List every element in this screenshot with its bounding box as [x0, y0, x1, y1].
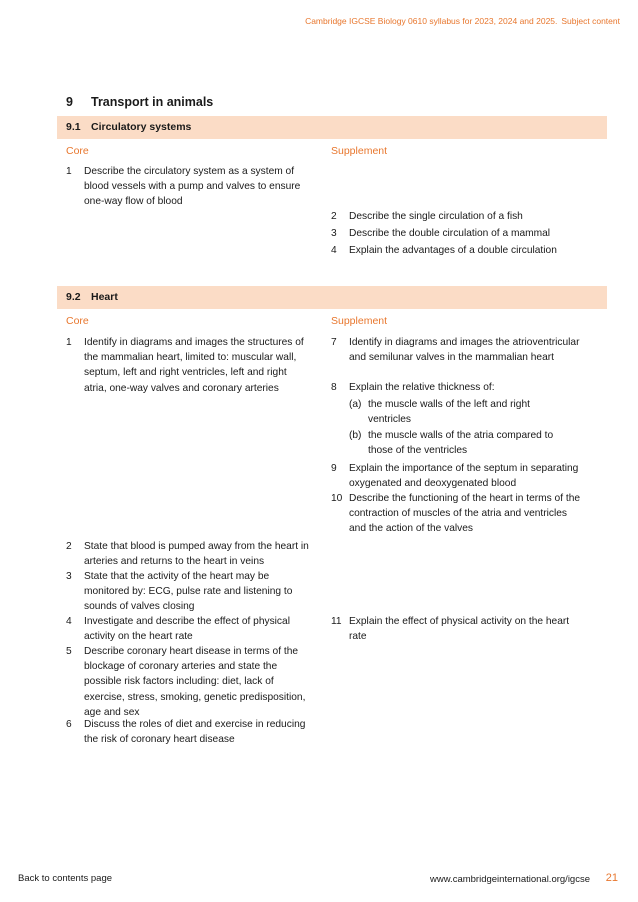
- section-title: Heart: [91, 291, 118, 303]
- header-section: Subject content: [561, 16, 620, 26]
- section-number: 9.2: [66, 291, 81, 303]
- chapter-title: Transport in animals: [91, 95, 214, 109]
- page-number: 21: [605, 872, 618, 884]
- core-column-label: Core: [66, 315, 89, 327]
- section-band-9-1: [57, 116, 607, 139]
- section-band-9-2: [57, 286, 607, 309]
- back-to-contents-link[interactable]: Back to contents page: [18, 873, 113, 884]
- chapter-number: 9: [66, 95, 73, 109]
- website-link[interactable]: www.cambridgeinternational.org/igcse: [430, 874, 590, 885]
- supplement-column-label: Supplement: [331, 315, 388, 327]
- section-number: 9.1: [66, 121, 81, 133]
- running-header: [305, 16, 620, 26]
- core-column-label: Core: [66, 145, 89, 157]
- header-title: Cambridge IGCSE Biology 0610 syllabus for 2023, 2024 and 2025.: [305, 16, 558, 26]
- section-title: Circulatory systems: [91, 121, 192, 133]
- supplement-column-label: Supplement: [331, 145, 388, 157]
